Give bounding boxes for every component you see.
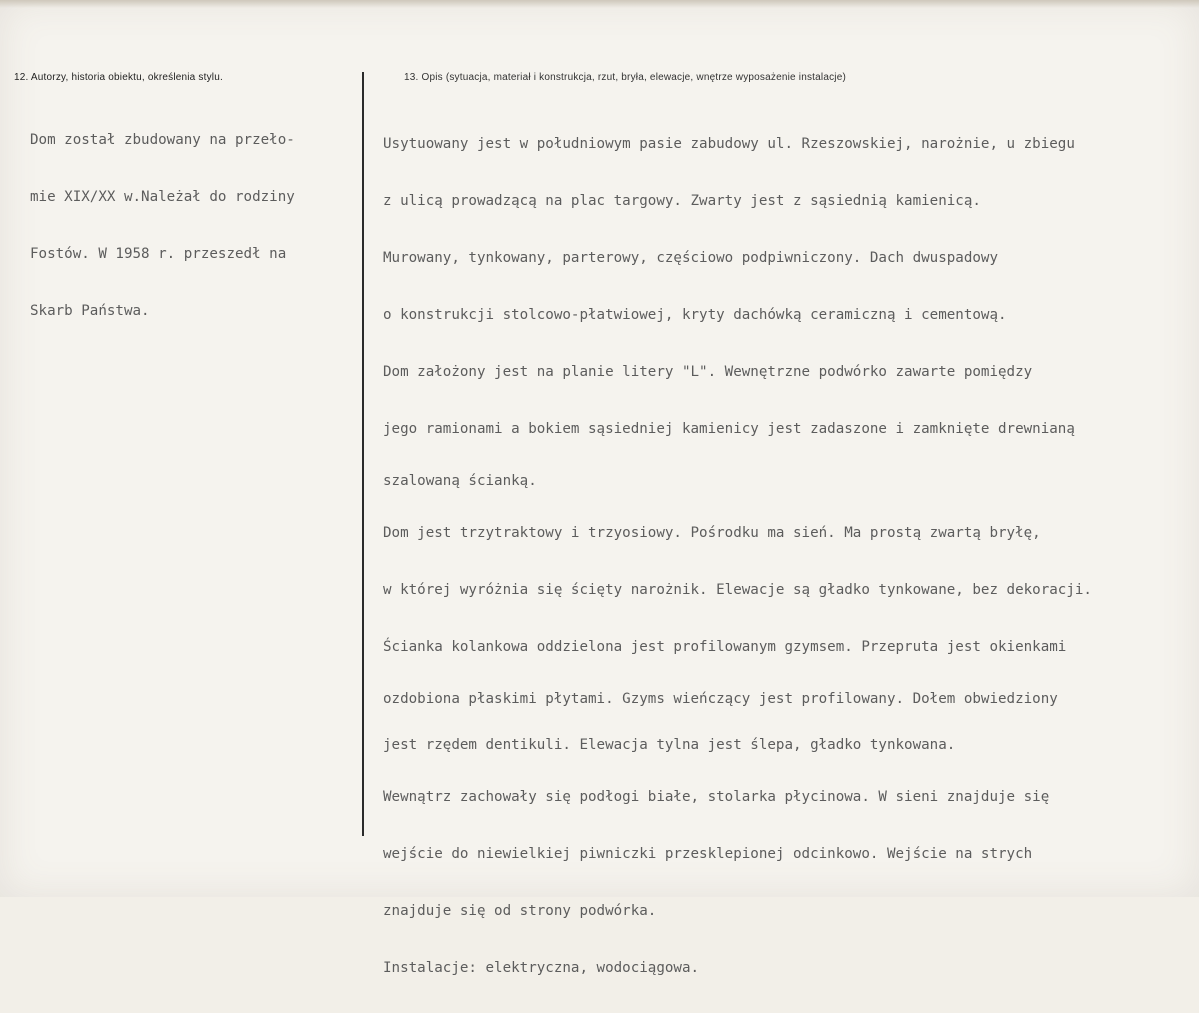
- paper-top-edge: [0, 0, 1199, 8]
- column-divider: [362, 72, 364, 836]
- description-line: Ścianka kolankowa oddzielona jest profilowanym gzymsem. Przepruta jest okienkami: [383, 638, 1067, 655]
- description-text: [383, 100, 1092, 1013]
- history-line: mie XIX/XX w.Należał do rodziny: [30, 189, 295, 205]
- description-line: jest rzędem dentikuli. Elewacja tylna jest ślepa, gładko tynkowana.: [383, 737, 956, 753]
- history-line: Fostów. W 1958 r. przeszedł na: [30, 246, 287, 262]
- description-line: wejście do niewielkiej piwniczki przesklepionej odcinkowo. Wejście na strych: [383, 845, 1033, 862]
- history-line: Skarb Państwa.: [30, 303, 150, 319]
- history-line: Dom został zbudowany na przeło-: [30, 132, 295, 148]
- section-13-header: 13. Opis (sytuacja, materiał i konstrukcja, rzut, bryła, elewacje, wnętrze wyposażenie instalacje): [404, 72, 846, 83]
- description-line: szalowaną ścianką.: [383, 473, 537, 489]
- section-12-header: 12. Autorzy, historia obiektu, określenia stylu.: [14, 72, 223, 83]
- history-text: [30, 96, 295, 356]
- description-line: z ulicą prowadzącą na plac targowy. Zwarty jest z sąsiednią kamienicą.: [383, 193, 981, 209]
- description-line: znajduje się od strony podwórka.: [383, 902, 657, 919]
- description-line: Instalacje: elektryczna, wodociągowa.: [383, 959, 700, 976]
- description-line: Dom jest trzytraktowy i trzyosiowy. Pośrodku ma sień. Ma prostą zwartą bryłę,: [383, 524, 1041, 541]
- description-line: Dom założony jest na planie litery "L". Wewnętrzne podwórko zawarte pomiędzy: [383, 364, 1033, 380]
- description-line: Murowany, tynkowany, parterowy, częściowo podpiwniczony. Dach dwuspadowy: [383, 250, 998, 266]
- description-line: o konstrukcji stolcowo-płatwiowej, kryty dachówką ceramiczną i cementową.: [383, 307, 1007, 323]
- description-line: jego ramionami a bokiem sąsiedniej kamienicy jest zadaszone i zamknięte drewnianą: [383, 421, 1075, 437]
- description-line: Usytuowany jest w południowym pasie zabudowy ul. Rzeszowskiej, narożnie, u zbiegu: [383, 136, 1075, 152]
- description-line: Wewnątrz zachowały się podłogi białe, stolarka płycinowa. W sieni znajduje się: [383, 788, 1050, 805]
- description-line: ozdobiona płaskimi płytami. Gzyms wieńczący jest profilowany. Dołem obwiedziony: [383, 690, 1058, 707]
- description-line: w której wyróżnia się ścięty narożnik. Elewacje są gładko tynkowane, bez dekoracji.: [383, 581, 1092, 598]
